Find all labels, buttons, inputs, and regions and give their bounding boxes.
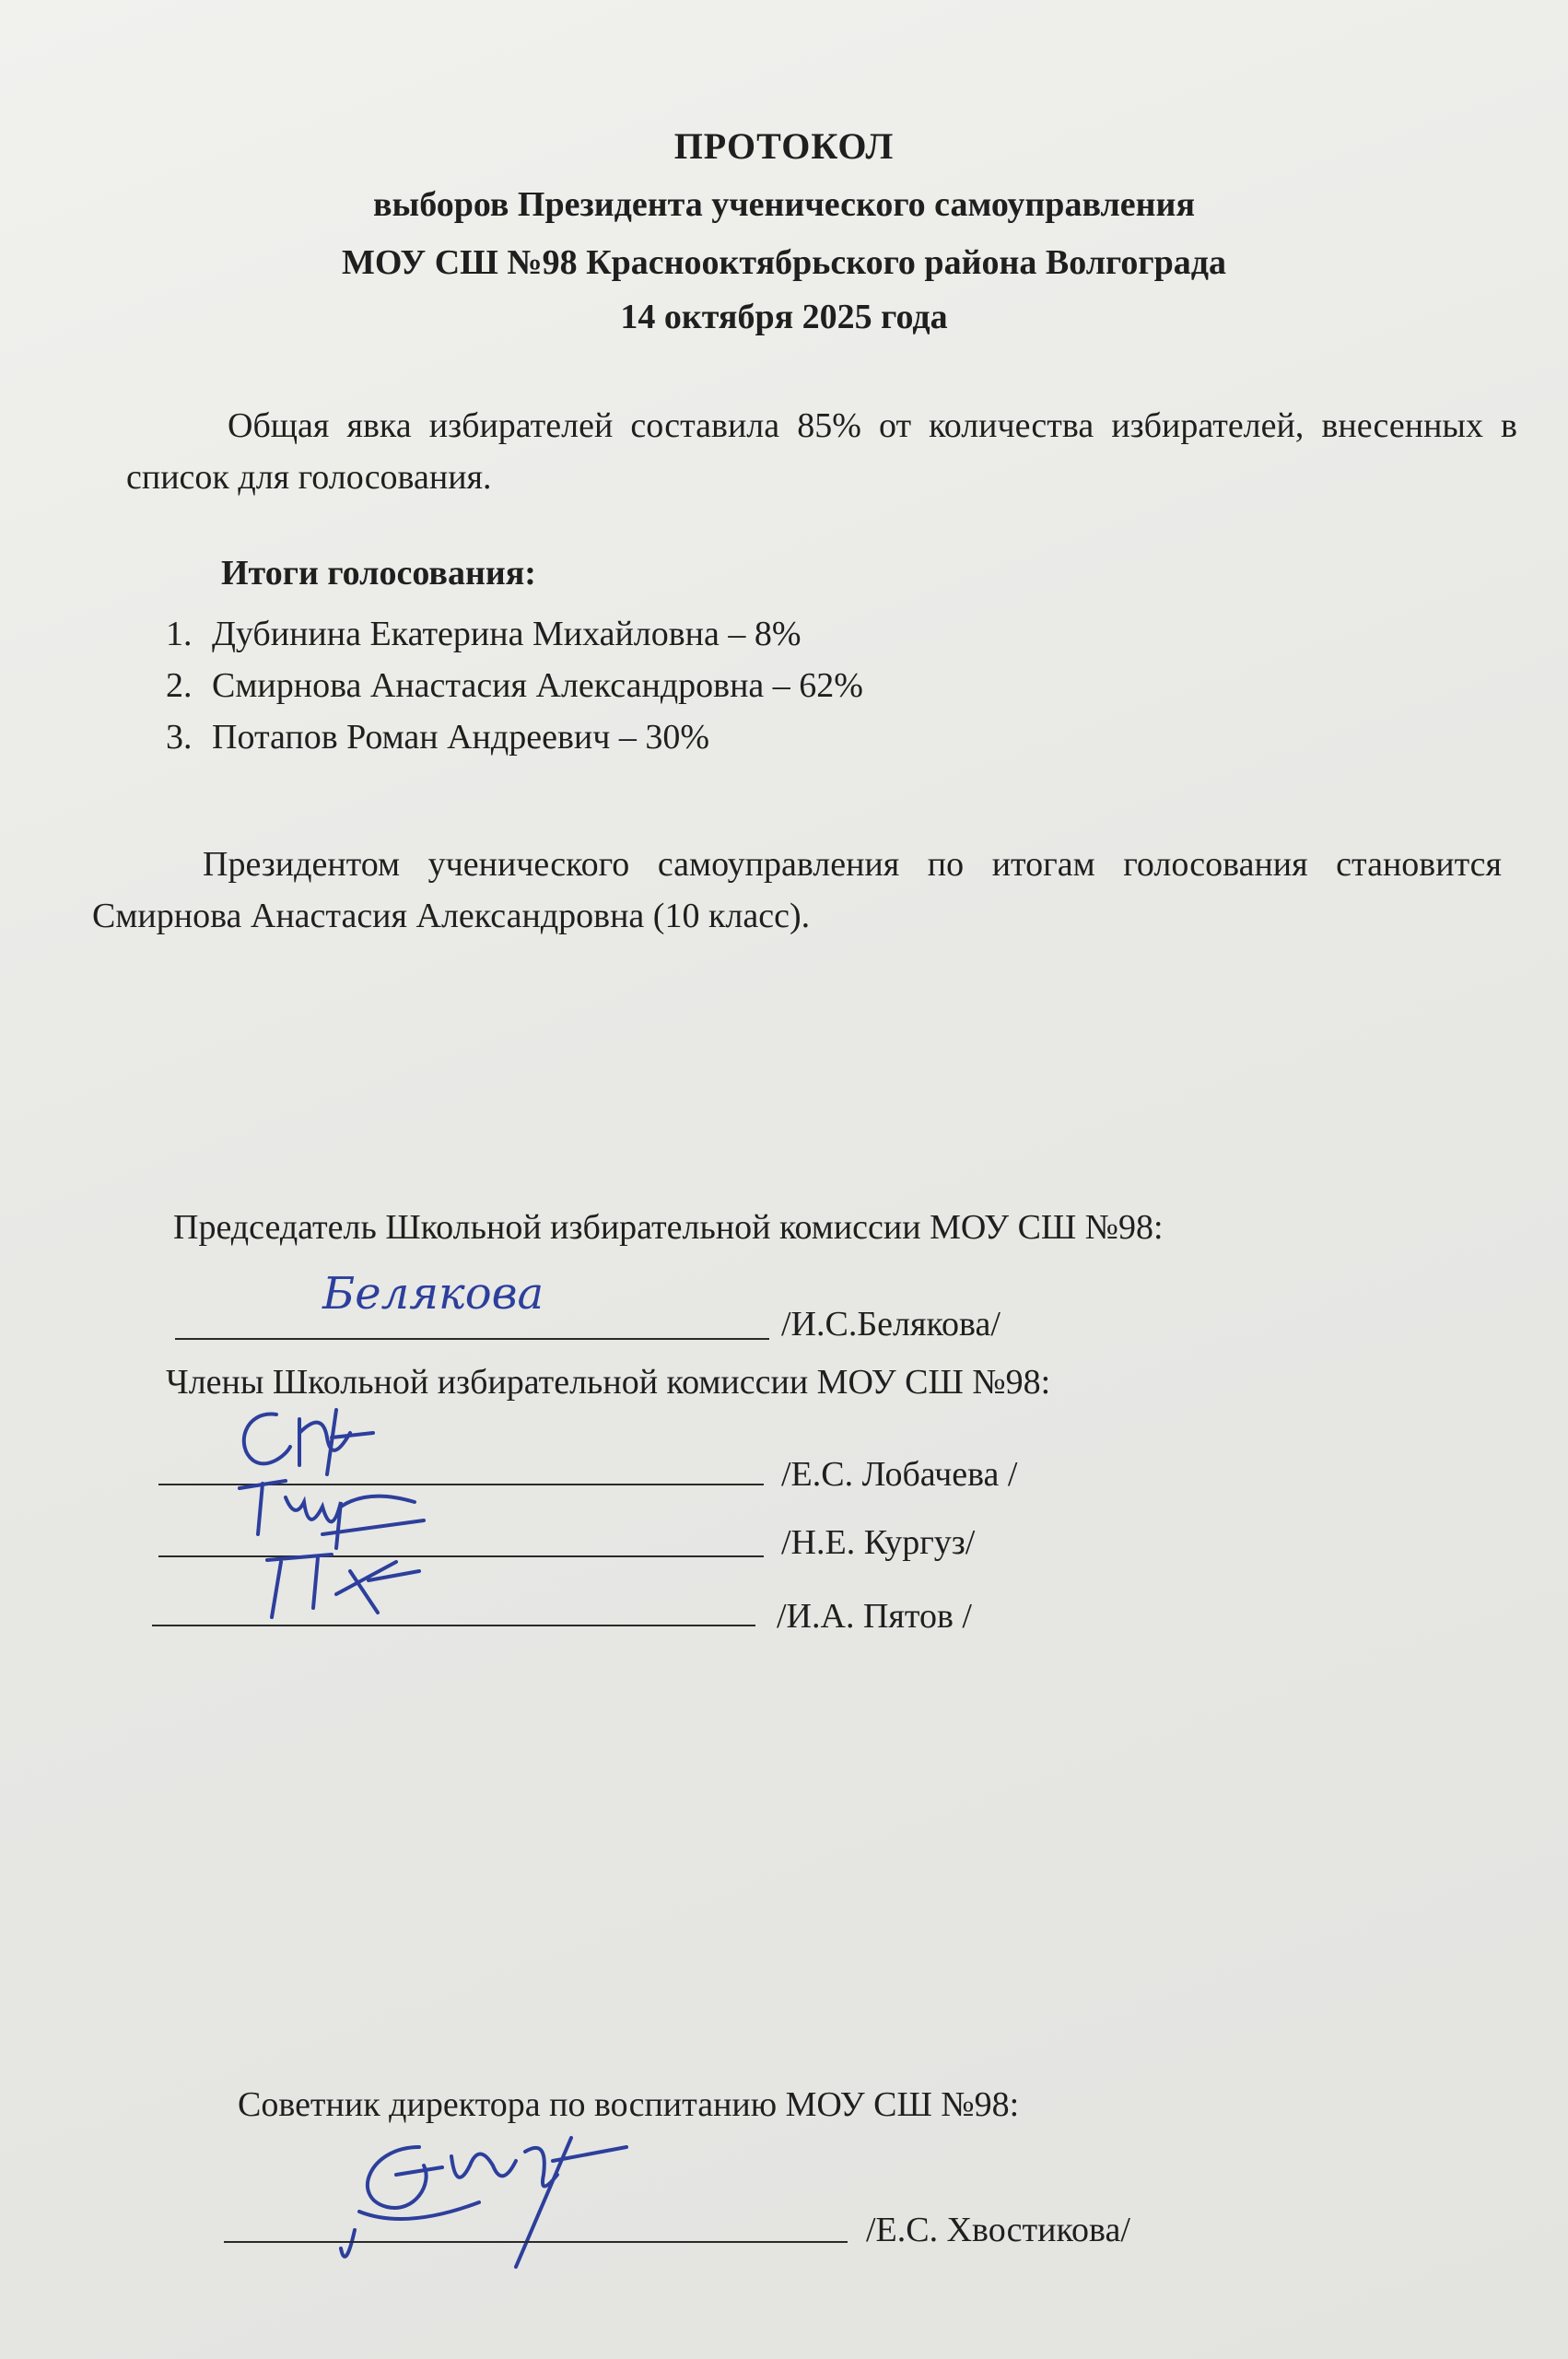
member-3-line <box>152 1625 755 1626</box>
chair-label: Председатель Школьной избирательной комиссии МОУ СШ №98: <box>173 1208 1164 1247</box>
member-3-signature <box>249 1543 433 1626</box>
list-item <box>166 660 863 711</box>
results-heading: Итоги голосования: <box>221 554 536 593</box>
turnout-paragraph: Общая явка избирателей составила 85% от количества избирателей, внесенных в список для голосования. <box>126 406 1517 497</box>
list-item-number: 3. <box>166 718 193 757</box>
adviser-label: Советник директора по воспитанию МОУ СШ №98: <box>238 2085 1020 2124</box>
chair-name: /И.С.Белякова/ <box>781 1305 1000 1344</box>
list-item-number: 1. <box>166 615 193 653</box>
adviser-name: /Е.С. Хвостикова/ <box>866 2211 1130 2249</box>
document-date: 14 октября 2025 года <box>620 298 948 336</box>
chair-signature <box>313 1258 590 1332</box>
conclusion-paragraph: Президентом ученического самоуправления по итогам голосования становится Смирнова Анастасия Александровна (10 класс). <box>92 845 1502 935</box>
chair-signature-line <box>175 1338 769 1340</box>
members-label: Члены Школьной избирательной комиссии МОУ СШ №98: <box>166 1363 1051 1402</box>
list-item-number: 2. <box>166 666 193 705</box>
list-item <box>166 711 863 763</box>
list-item-text: Смирнова Анастасия Александровна – 62% <box>212 666 863 705</box>
adviser-signature <box>332 2110 663 2276</box>
school-name: МОУ СШ №98 Краснооктябрьского района Волгограда <box>342 243 1226 282</box>
member-2-name: /Н.Е. Кургуз/ <box>781 1523 976 1562</box>
list-item-text: Потапов Роман Андреевич – 30% <box>212 718 709 757</box>
list-item-text: Дубинина Екатерина Михайловна – 8% <box>212 615 802 653</box>
adviser-signature-line <box>224 2241 848 2243</box>
chair-signature-text: Белякова <box>322 1268 544 1320</box>
document-subtitle: выборов Президента ученического самоуправления <box>373 185 1195 224</box>
member-1-name: /Е.С. Лобачева / <box>781 1455 1018 1494</box>
list-item <box>166 608 863 660</box>
member-3-name: /И.А. Пятов / <box>777 1597 972 1636</box>
results-list <box>166 608 863 763</box>
document-title: ПРОТОКОЛ <box>673 125 895 167</box>
